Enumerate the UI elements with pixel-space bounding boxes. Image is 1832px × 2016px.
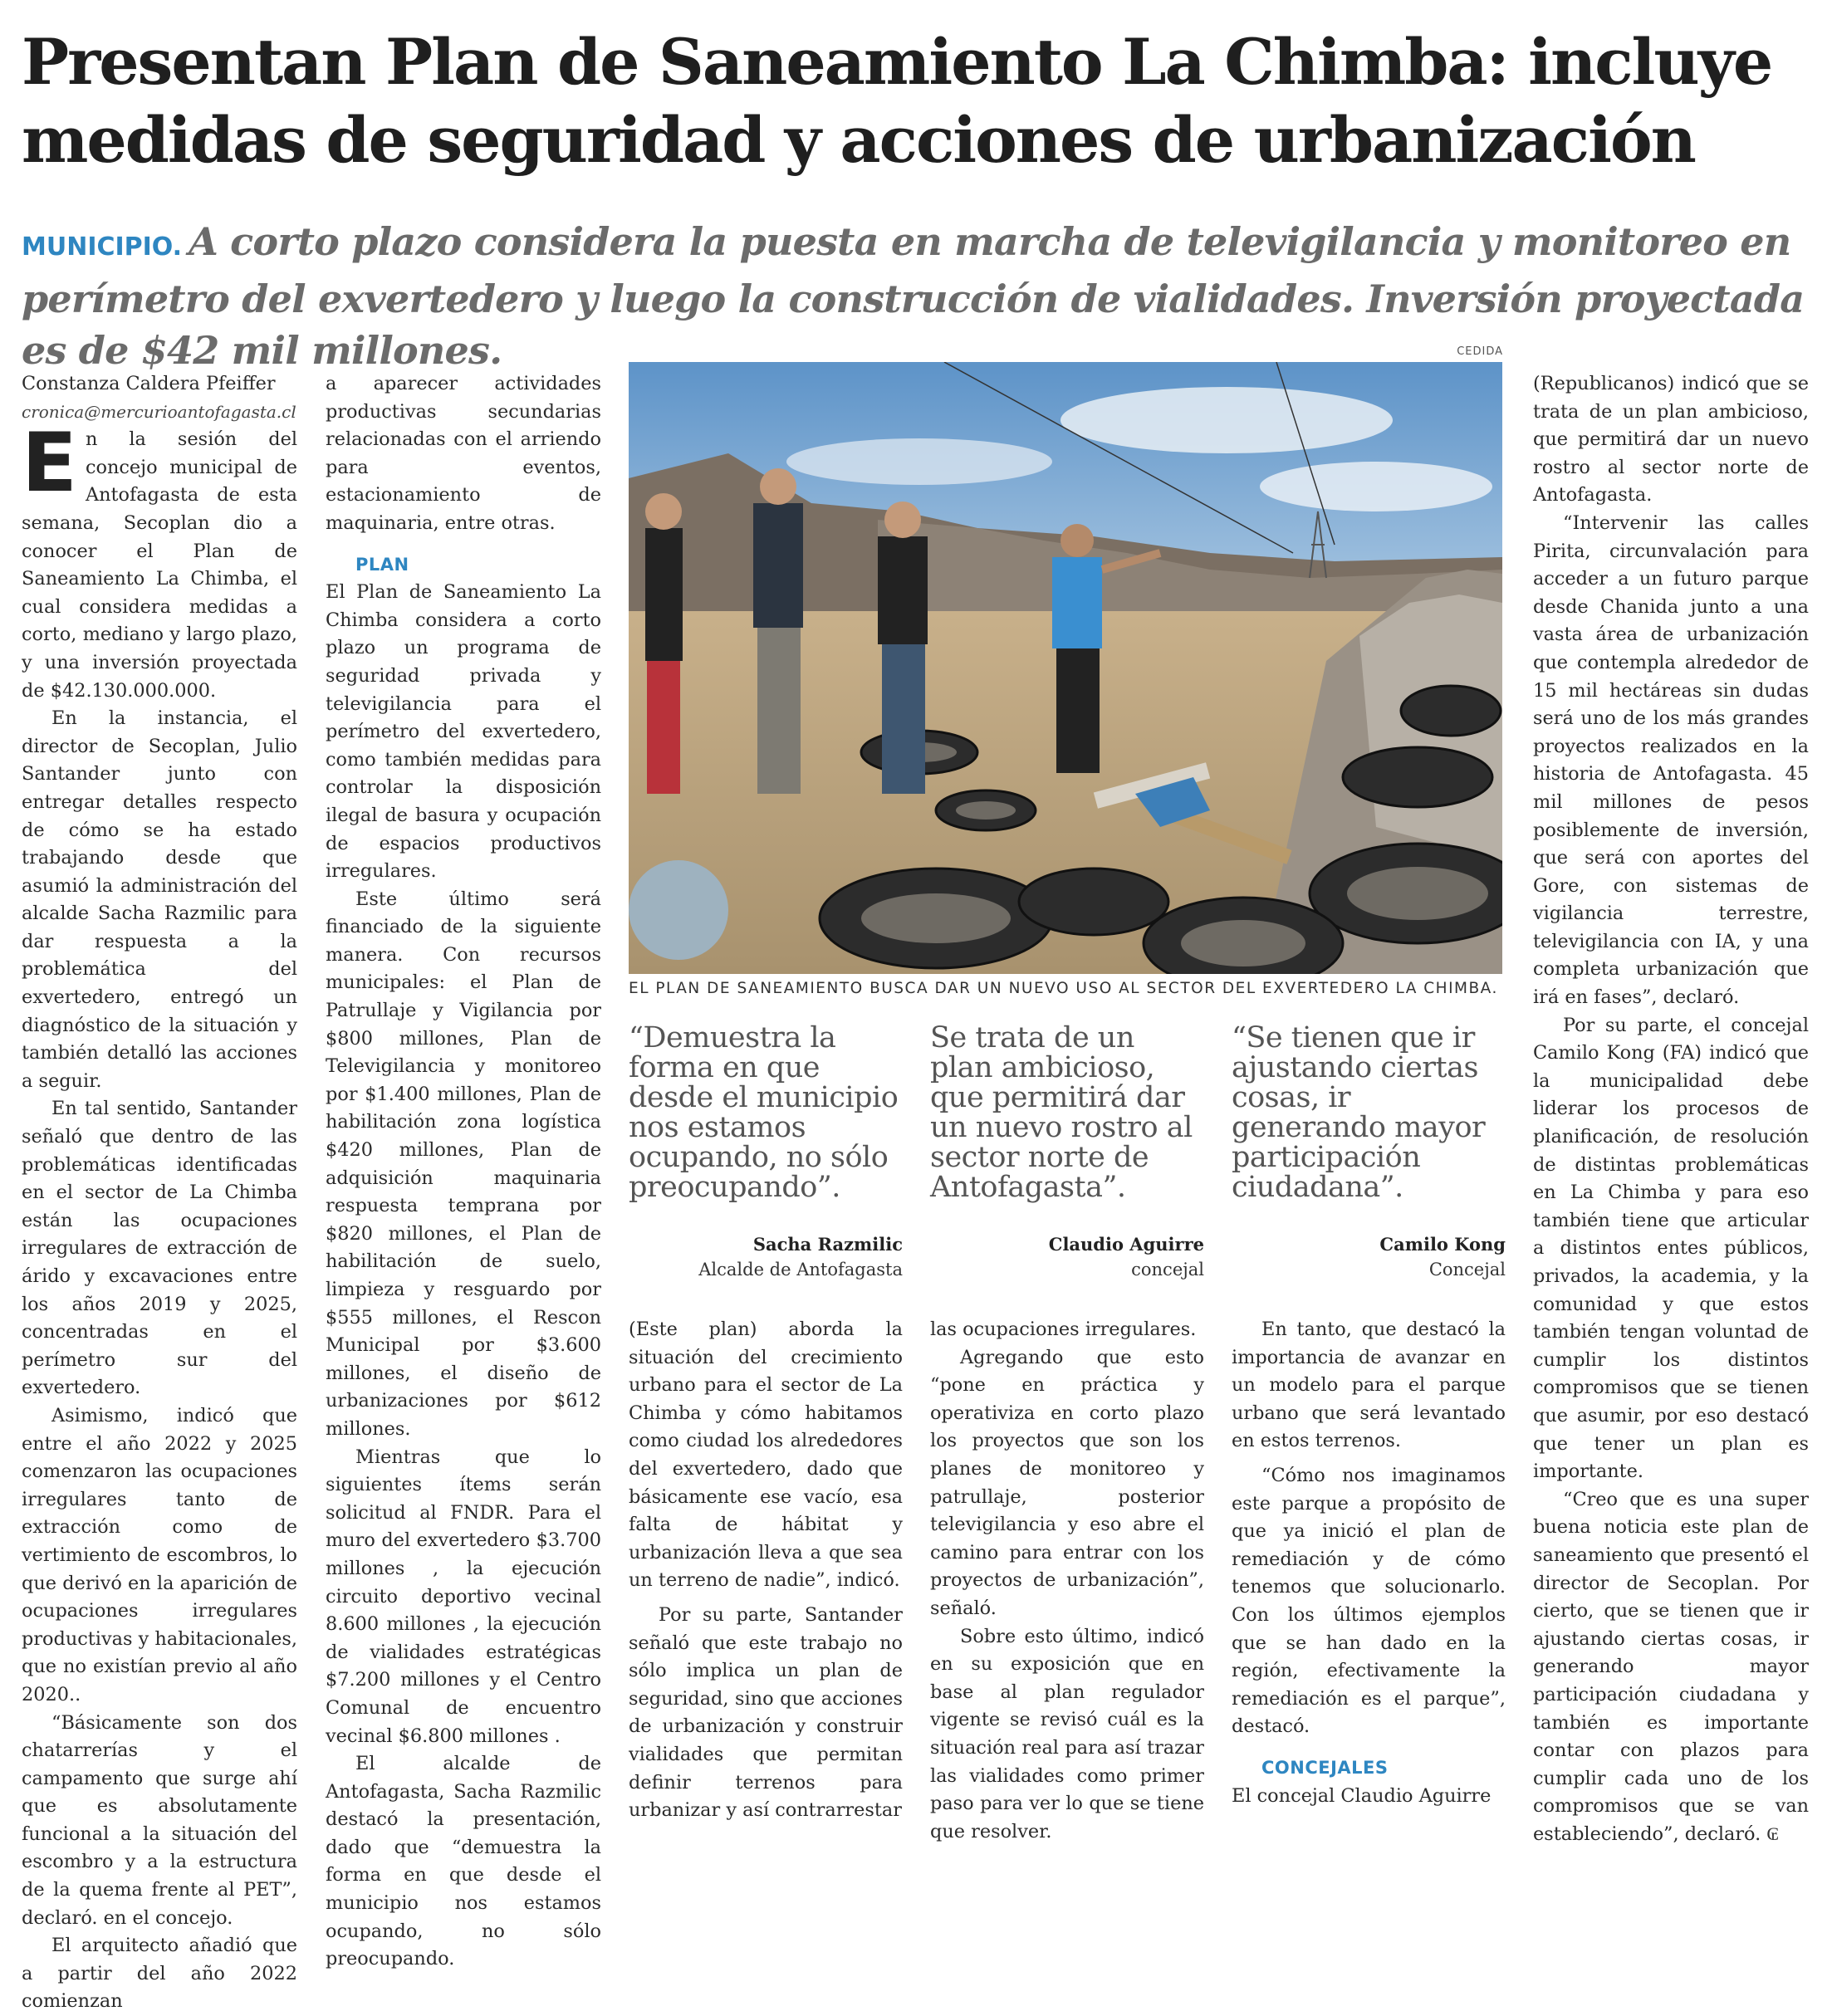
paragraph: “Intervenir las calles Pirita, circunvalación para acceder a un futuro parque desde Chanida junto a una vasta área de urbanización que contempla alrededor de 15 mil hectáreas sin dudas será uno de los más grandes proyectos realizados en la historia de Antofagasta. 45 mil millones de pesos posiblemente de inversión, que será con aportes del Gore, con sistemas de vigilancia terrestre, televigilancia con IA, y una completa urbanización que irá en fases”, declaró. <box>1533 511 1809 1009</box>
paragraph: Sobre esto último, indicó en su exposición que en base al plan regulador vigente se revisó cuál es la situación real para así trazar las vialidades como primer paso para ver lo que se tiene que resolver. <box>930 1625 1204 1842</box>
pull-quote-2 <box>930 1023 1204 1282</box>
paragraph: “Creo que es una super buena noticia este plan de saneamiento que presentó el director de Secoplan. Por cierto, que se tienen que ir ajustando ciertas cosas, ir generando mayor participación ciudadana y también es importante contar con plazos para cumplir cada uno de los compromisos que se van estableciendo”, declaró. ₢ <box>1533 1488 1809 1845</box>
paragraph: (Este plan) aborda la situación del crecimiento urbano para el sector de La Chimba y cómo habitamos como ciudad los alrededores del exvertedero, dado que básicamente ese vacío, esa falta de hábitat y urbanización lleva a que sea un terreno de nadie”, indicó. <box>629 1319 903 1592</box>
landfill-scene-illustration <box>629 362 1502 974</box>
pull-quote-text: “Se tienen que ir ajustando ciertas cosas, ir generando mayor participación ciudadana”. <box>1232 1021 1486 1204</box>
pull-quote-name: Sacha Razmilic <box>752 1234 903 1255</box>
paragraph: En la sesión del concejo municipal de Antofagasta de esta semana, Secoplan dio a conocer el Plan de Saneamiento La Chimba, el cual considera medidas a corto, mediano y largo plazo, y una inversión proyectada de $42.130.000.000. <box>22 416 297 702</box>
article-photo <box>629 362 1502 974</box>
pull-quote-text: Se trata de un plan ambicioso, que permitirá dar un nuevo rostro al sector norte de Antofagasta”. <box>930 1021 1193 1204</box>
subhead-concejales: CONCEJALES <box>1261 1757 1389 1778</box>
photo-credit: CEDIDA <box>1457 345 1503 358</box>
column-5 <box>1232 1316 1506 1810</box>
pull-quote-name: Claudio Aguirre <box>1048 1234 1204 1255</box>
column-4 <box>930 1316 1204 1846</box>
paragraph: Por su parte, el concejal Camilo Kong (FA) indicó que la municipalidad debe liderar los procesos de planificación, de resolución de distintas problemáticas en La Chimba y para eso también tiene que articular a distintos entes públicos, privados, la academia, y la comunidad y que estos también tengan voluntad de cumplir los distintos compromisos que se tienen que asumir, por eso destacó que tener un plan es importante. <box>1533 1014 1809 1483</box>
subhead-plan: PLAN <box>355 554 409 575</box>
column-6 <box>1533 370 1809 1848</box>
paragraph: En la instancia, el director de Secoplan, Julio Santander junto con entregar detalles respecto de cómo se ha estado trabajando desde que asumió la administración del alcalde Sacha Razmilic para dar respuesta a la problemática del exvertedero, entregó un diagnóstico de la situación y también detalló las acciones a seguir. <box>22 707 297 1092</box>
column-3 <box>629 1316 903 1825</box>
paragraph: El Plan de Saneamiento La Chimba considera a corto plazo un programa de seguridad privada y televigilancia para el perímetro del exvertedero, como también medidas para controlar la disposición ilegal de basura y ocupación de espacios productivos irregulares. <box>326 581 601 883</box>
paragraph: El arquitecto añadió que a partir del año 2022 comienzan <box>22 1935 297 2013</box>
headline: Presentan Plan de Saneamiento La Chimba: incluye medidas de seguridad y acciones de urbanización <box>22 25 1772 177</box>
pull-quote-role: Concejal <box>1428 1260 1506 1280</box>
paragraph: “Cómo nos imaginamos este parque a propósito de que ya inició el plan de remediación y de cómo tenemos que solucionarlo. Con los últimos ejemplos que se han dado en la región, efectivamente la remediación es el parque”, destacó. <box>1232 1464 1506 1738</box>
column-2 <box>326 370 601 1974</box>
paragraph: (Republicanos) indicó que se trata de un plan ambicioso, que permitirá dar un nuevo rostro al sector norte de Antofagasta. <box>1533 373 1809 506</box>
paragraph: En tanto, que destacó la importancia de avanzar en un modelo para el parque urbano que será levantado en estos terrenos. <box>1232 1319 1506 1452</box>
drop-cap: E <box>22 416 77 511</box>
pull-quote-1 <box>629 1023 903 1282</box>
paragraph: Este último será financiado de la siguiente manera. Con recursos municipales: el Plan de Patrullaje y Vigilancia por $800 millones, Plan de Televigilancia y monitoreo por $1.400 millones, Plan de habilitación zona logística $420 millones, Plan de adquisición maquinaria respuesta temprana por $820 millones, el Plan de habilitación de suelo, limpieza y resguardo por $555 millones, el Rescon Municipal por $3.600 millones, el diseño de urbanizaciones por $612 millones. <box>326 888 601 1440</box>
pull-quote-role: concejal <box>1131 1260 1204 1280</box>
pull-quote-text: “Demuestra la forma en que desde el municipio nos estamos ocupando, no sólo preocupando”. <box>629 1021 899 1204</box>
paragraph: Por su parte, Santander señaló que este trabajo no sólo implica un plan de seguridad, sino que acciones de urbanización y construir vialidades que permitan definir terrenos para urbanizar y así contrarrestar <box>629 1603 903 1822</box>
paragraph: Agregando que esto “pone en práctica y operativiza en corto plazo los proyectos que son los planes de monitoreo y patrullaje, posterior televigilancia y eso abre el camino para entrar con los proyectos de urbanización”, señaló. <box>930 1346 1204 1619</box>
paragraph: “Básicamente son dos chatarrerías y el campamento que surge ahí que es absolutamente funcional a la situación del escombro y a la estructura de la quema frente al PET”, declaró. en el concejo. <box>22 1711 297 1929</box>
column-1 <box>22 370 297 2016</box>
byline-email[interactable]: cronica@mercurioantofagasta.cl <box>22 401 296 422</box>
pull-quote-role: Alcalde de Antofagasta <box>698 1260 903 1280</box>
paragraph: Mientras que lo siguientes ítems serán solicitud al FNDR. Para el muro del exvertedero $3.700 millones , la ejecución circuito deportivo vecinal 8.600 millones , la ejecución de vialidades estratégicas $7.200 millones y el Centro Comunal de encuentro vecinal $6.800 millones . <box>326 1446 601 1747</box>
pull-quote-name: Camilo Kong <box>1379 1234 1506 1255</box>
paragraph: El concejal Claudio Aguirre <box>1232 1784 1492 1807</box>
paragraph: a aparecer actividades productivas secundarias relacionadas con el arriendo para eventos, estacionamiento de maquinaria, entre otras. <box>326 373 601 534</box>
lead-text: A corto plazo considera la puesta en marcha de televigilancia y monitoreo en perímetro del exvertedero y luego la construcción de vialidades. Inversión proyectada es de $42 mil millones. <box>22 219 1805 373</box>
paragraph: En tal sentido, Santander señaló que dentro de las problemáticas identificadas en el sector de La Chimba están las ocupaciones irregulares de extracción de árido y excavaciones entre los años 2019 y 2025, concentradas en el perímetro sur del exvertedero. <box>22 1098 297 1399</box>
photo-caption: EL PLAN DE SANEAMIENTO BUSCA DAR UN NUEVO USO AL SECTOR DEL EXVERTEDERO LA CHIMBA. <box>629 980 1498 997</box>
pull-quote-3 <box>1232 1023 1506 1282</box>
byline-author: Constanza Caldera Pfeiffer <box>22 373 276 394</box>
section-tag: MUNICIPIO. <box>22 232 183 262</box>
end-mark-icon: ₢ <box>1766 1823 1780 1845</box>
paragraph: El alcalde de Antofagasta, Sacha Razmilic destacó la presentación, dado que “demuestra la forma en que desde el municipio nos estamos ocupando, no sólo preocupando. <box>326 1753 601 1970</box>
lead-paragraph <box>22 216 1815 376</box>
paragraph: Asimismo, indicó que entre el año 2022 y 2025 comenzaron las ocupaciones irregulares tanto de extracción como de vertimiento de escombros, lo que derivó en la aparición de ocupaciones irregulares productivas y habitacionales, que no existían previo al año 2020.. <box>22 1404 297 1705</box>
paragraph: las ocupaciones irregulares. <box>930 1319 1197 1340</box>
